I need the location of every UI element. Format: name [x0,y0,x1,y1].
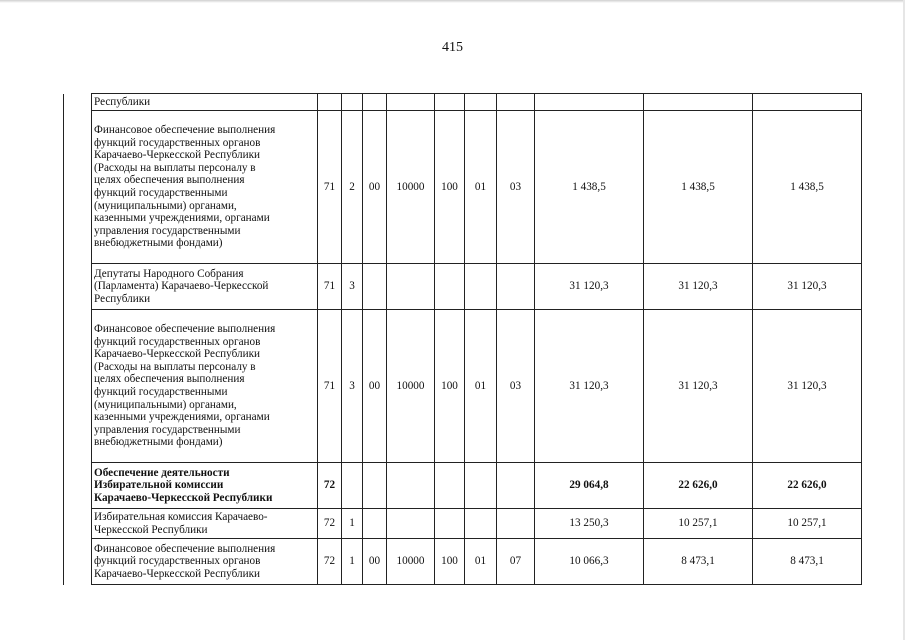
row-name-line: функций государственных органов [94,335,261,348]
code-cell [435,264,465,310]
row-marker-cell [64,264,92,310]
amount-cell: 10 066,3 [535,539,644,585]
row-name-cell [92,539,318,585]
code-cell: 71 [318,264,342,310]
code-cell [497,264,535,310]
code-cell: 2 [342,111,363,264]
table-row [64,310,862,463]
code-cell [363,94,387,111]
row-name-line: Карачаево-Черкесской Республики [94,491,273,504]
amount-cell: 31 120,3 [644,310,753,463]
code-cell [465,264,497,310]
amount-cell: 10 257,1 [644,509,753,539]
code-cell: 100 [435,111,465,264]
code-cell: 00 [363,310,387,463]
row-name-line: (Расходы на выплаты персоналу в [94,161,256,174]
row-name-line: Финансовое обеспечение выполнения [94,323,276,336]
amount-cell [644,94,753,111]
table-row [64,463,862,509]
row-name-line: Республики [94,292,151,305]
code-cell [435,509,465,539]
row-marker-cell [64,94,92,111]
table-row [64,509,862,539]
row-marker-cell [64,111,92,264]
amount-cell: 31 120,3 [753,310,862,463]
amount-cell: 1 438,5 [535,111,644,264]
code-cell [318,94,342,111]
scan-top-edge [0,0,905,3]
code-cell: 3 [342,264,363,310]
code-cell: 72 [318,463,342,509]
amount-cell: 8 473,1 [644,539,753,585]
row-name-line: функций государственных органов [94,136,261,149]
code-cell [342,94,363,111]
code-cell [363,509,387,539]
page-number: 415 [442,40,463,55]
row-name-line: (Расходы на выплаты персоналу в [94,360,256,373]
row-name-cell [92,264,318,310]
code-cell [497,509,535,539]
table-row [64,264,862,310]
budget-table [63,93,862,585]
row-name-cell [92,111,318,264]
code-cell [387,264,435,310]
code-cell [435,463,465,509]
row-name-line: казенными учреждениями, органами [94,411,270,424]
code-cell: 1 [342,539,363,585]
amount-cell: 1 438,5 [753,111,862,264]
amount-cell: 31 120,3 [644,264,753,310]
amount-cell: 13 250,3 [535,509,644,539]
row-name-line: внебюджетными фондами) [94,237,223,250]
code-cell: 72 [318,509,342,539]
code-cell [363,463,387,509]
code-cell: 72 [318,539,342,585]
code-cell: 100 [435,539,465,585]
row-name-line: Избирательная комиссия Карачаево- [94,510,268,523]
amount-cell: 29 064,8 [535,463,644,509]
code-cell [497,463,535,509]
row-name-cell [92,509,318,539]
code-cell [465,509,497,539]
row-marker-cell [64,463,92,509]
row-name-line: функций государственными [94,187,228,199]
row-name-line: Республики [94,95,151,108]
row-name-line: Карачаево-Черкесской Республики [94,149,261,162]
row-name-line: функций государственными [94,386,228,398]
row-name-line: Депутаты Народного Собрания [94,267,244,280]
code-cell: 03 [497,111,535,264]
row-marker-cell [64,509,92,539]
row-name-line: Избирательной комиссии [94,479,224,492]
row-name-cell [92,463,318,509]
amount-cell [535,94,644,111]
row-name-line: внебюджетными фондами) [94,436,223,449]
amount-cell: 10 257,1 [753,509,862,539]
code-cell: 01 [465,539,497,585]
table-row [64,111,862,264]
amount-cell: 31 120,3 [535,310,644,463]
row-name-line: Обеспечение деятельности [94,466,230,479]
table-body [64,94,862,585]
row-name-line: (муниципальными) органами, [94,398,237,411]
code-cell: 1 [342,509,363,539]
code-cell [465,463,497,509]
code-cell: 71 [318,310,342,463]
row-name-line: функций государственных органов [94,555,261,568]
amount-cell: 1 438,5 [644,111,753,264]
row-name-line: целях обеспечения выполнения [94,174,245,187]
code-cell [387,94,435,111]
code-cell [497,94,535,111]
code-cell: 100 [435,310,465,463]
code-cell [465,94,497,111]
amount-cell: 31 120,3 [535,264,644,310]
amount-cell: 22 626,0 [644,463,753,509]
row-name-line: Карачаево-Черкесской Республики [94,567,261,580]
code-cell [435,94,465,111]
amount-cell: 31 120,3 [753,264,862,310]
code-cell [342,463,363,509]
row-name-line: управления государственными [94,423,241,436]
amount-cell: 22 626,0 [753,463,862,509]
row-name-line: Финансовое обеспечение выполнения [94,124,276,137]
row-name-cell [92,94,318,111]
code-cell [387,509,435,539]
amount-cell [753,94,862,111]
code-cell: 10000 [387,310,435,463]
row-name-line: целях обеспечения выполнения [94,373,245,386]
table-row [64,94,862,111]
code-cell [363,264,387,310]
code-cell: 03 [497,310,535,463]
code-cell: 00 [363,111,387,264]
code-cell: 00 [363,539,387,585]
row-name-line: Черкесской Республики [94,523,208,536]
row-name-line: управления государственными [94,224,241,237]
row-name-line: (Парламента) Карачаево-Черкесской [94,280,269,293]
row-name-line: казенными учреждениями, органами [94,212,270,225]
row-marker-cell [64,539,92,585]
code-cell: 10000 [387,539,435,585]
row-name-line: (муниципальными) органами, [94,199,237,212]
code-cell [387,463,435,509]
amount-cell: 8 473,1 [753,539,862,585]
table-row [64,539,862,585]
row-name-line: Финансовое обеспечение выполнения [94,542,276,555]
row-name-cell [92,310,318,463]
row-name-line: Карачаево-Черкесской Республики [94,348,261,361]
row-marker-cell [64,310,92,463]
code-cell: 71 [318,111,342,264]
code-cell: 07 [497,539,535,585]
code-cell: 01 [465,310,497,463]
code-cell: 01 [465,111,497,264]
code-cell: 3 [342,310,363,463]
code-cell: 10000 [387,111,435,264]
